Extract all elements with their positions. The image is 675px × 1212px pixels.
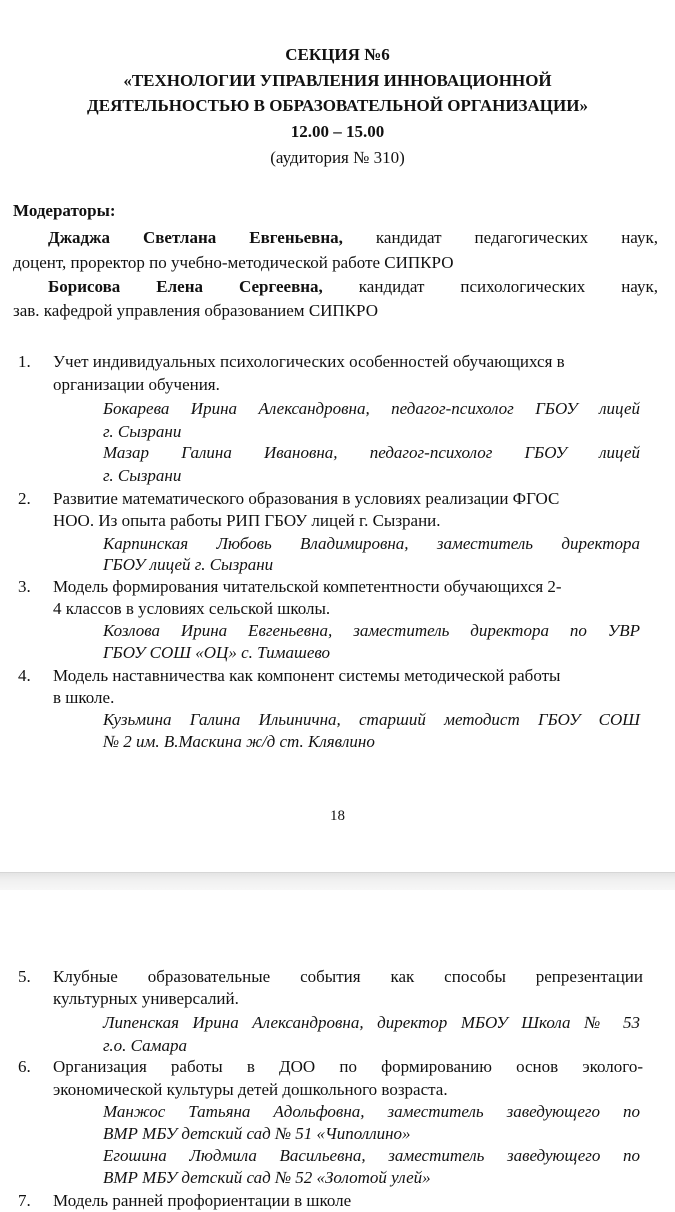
moderator-1-name: Джаджа Светлана Евгеньевна,: [48, 228, 343, 247]
item-1-speaker-2-line-1: Мазар Галина Ивановна, педагог-психолог ГБОУ лицей: [103, 443, 640, 462]
item-2-title-line-1: Развитие математического образования в условиях реализации ФГОС: [53, 489, 560, 508]
page-2: [0, 890, 675, 1210]
item-1-title-line-1: Учет индивидуальных психологических особенностей обучающихся в: [53, 352, 565, 371]
item-3-title-line-1: Модель формирования читательской компетентности обучающихся 2-: [53, 577, 562, 596]
section-number: СЕКЦИЯ №6: [285, 45, 390, 64]
item-5-title-line-1: Клубные образовательные события как способы репрезентации: [53, 967, 643, 986]
item-6-title-line-1: Организация работы в ДОО по формированию основ эколого-: [53, 1057, 643, 1076]
item-4-number: 4.: [18, 666, 31, 685]
item-1-title-line-2: организации обучения.: [53, 375, 220, 394]
item-5-speaker-1-line-2: г.о. Самара: [103, 1036, 187, 1055]
moderators-label: Модераторы:: [13, 201, 116, 220]
item-5-speaker-1-line-1: Липенская Ирина Александровна, директор МБОУ Школа № 53: [103, 1013, 640, 1032]
moderator-2-degree: кандидат психологических наук,: [358, 277, 658, 296]
section-room: (аудитория № 310): [270, 148, 405, 167]
section-time: 12.00 – 15.00: [290, 122, 385, 141]
item-5-title-line-2: культурных универсалий.: [53, 989, 239, 1008]
moderator-1-degree: кандидат педагогических наук,: [375, 228, 658, 247]
item-5-number: 5.: [18, 967, 31, 986]
item-2-speaker-1-line-1: Карпинская Любовь Владимировна, заместитель директора: [103, 534, 640, 553]
item-1-speaker-1-line-1: Бокарева Ирина Александровна, педагог-психолог ГБОУ лицей: [103, 399, 640, 418]
item-4-speaker-1-line-2: № 2 им. В.Маскина ж/д ст. Клявлино: [103, 732, 375, 751]
item-6-number: 6.: [18, 1057, 31, 1076]
item-7-title-line-1: Модель ранней профориентации в школе: [53, 1191, 352, 1210]
section-title-line-1: «ТЕХНОЛОГИИ УПРАВЛЕНИЯ ИННОВАЦИОННОЙ: [123, 71, 552, 90]
moderator-2-line-1: [48, 276, 658, 298]
moderator-2-line-2: зав. кафедрой управления образованием СИПКРО: [13, 301, 378, 320]
item-1-speaker-1-line-2: г. Сызрани: [103, 422, 182, 441]
item-6-speaker-2-line-1: Егошина Людмила Васильевна, заместитель заведующего по: [103, 1146, 640, 1165]
moderator-2-name: Борисова Елена Сергеевна,: [48, 277, 323, 296]
item-3-speaker-1-line-1: Козлова Ирина Евгеньевна, заместитель директора по УВР: [103, 621, 640, 640]
item-1-speaker-2-line-2: г. Сызрани: [103, 466, 182, 485]
item-2-title-line-2: НОО. Из опыта работы РИП ГБОУ лицей г. Сызрани.: [53, 511, 441, 530]
moderator-1-line-1: [48, 227, 658, 249]
item-6-title-line-2: экономической культуры детей дошкольного возраста.: [53, 1080, 448, 1099]
item-6-speaker-1-line-1: Манжос Татьяна Адольфовна, заместитель заведующего по: [103, 1102, 640, 1121]
item-6-speaker-2-line-2: ВМР МБУ детский сад № 52 «Золотой улей»: [103, 1168, 431, 1187]
item-7-number: 7.: [18, 1191, 31, 1210]
item-6-speaker-1-line-2: ВМР МБУ детский сад № 51 «Чиполлино»: [103, 1124, 411, 1143]
section-title-line-2: ДЕЯТЕЛЬНОСТЬЮ В ОБРАЗОВАТЕЛЬНОЙ ОРГАНИЗАЦИИ»: [87, 96, 588, 115]
moderator-1-line-2: доцент, проректор по учебно-методической работе СИПКРО: [13, 253, 454, 272]
item-2-speaker-1-line-2: ГБОУ лицей г. Сызрани: [103, 555, 274, 574]
item-4-speaker-1-line-1: Кузьмина Галина Ильинична, старший методист ГБОУ СОШ: [103, 710, 640, 729]
item-2-number: 2.: [18, 489, 31, 508]
item-3-title-line-2: 4 классов в условиях сельской школы.: [53, 599, 331, 618]
page-number: 18: [330, 808, 345, 824]
item-4-title-line-1: Модель наставничества как компонент системы методической работы: [53, 666, 561, 685]
item-3-speaker-1-line-2: ГБОУ СОШ «ОЦ» с. Тимашево: [103, 643, 331, 662]
item-3-number: 3.: [18, 577, 31, 596]
item-1-number: 1.: [18, 352, 31, 371]
item-4-title-line-2: в школе.: [53, 688, 115, 707]
page-divider: [0, 872, 675, 891]
